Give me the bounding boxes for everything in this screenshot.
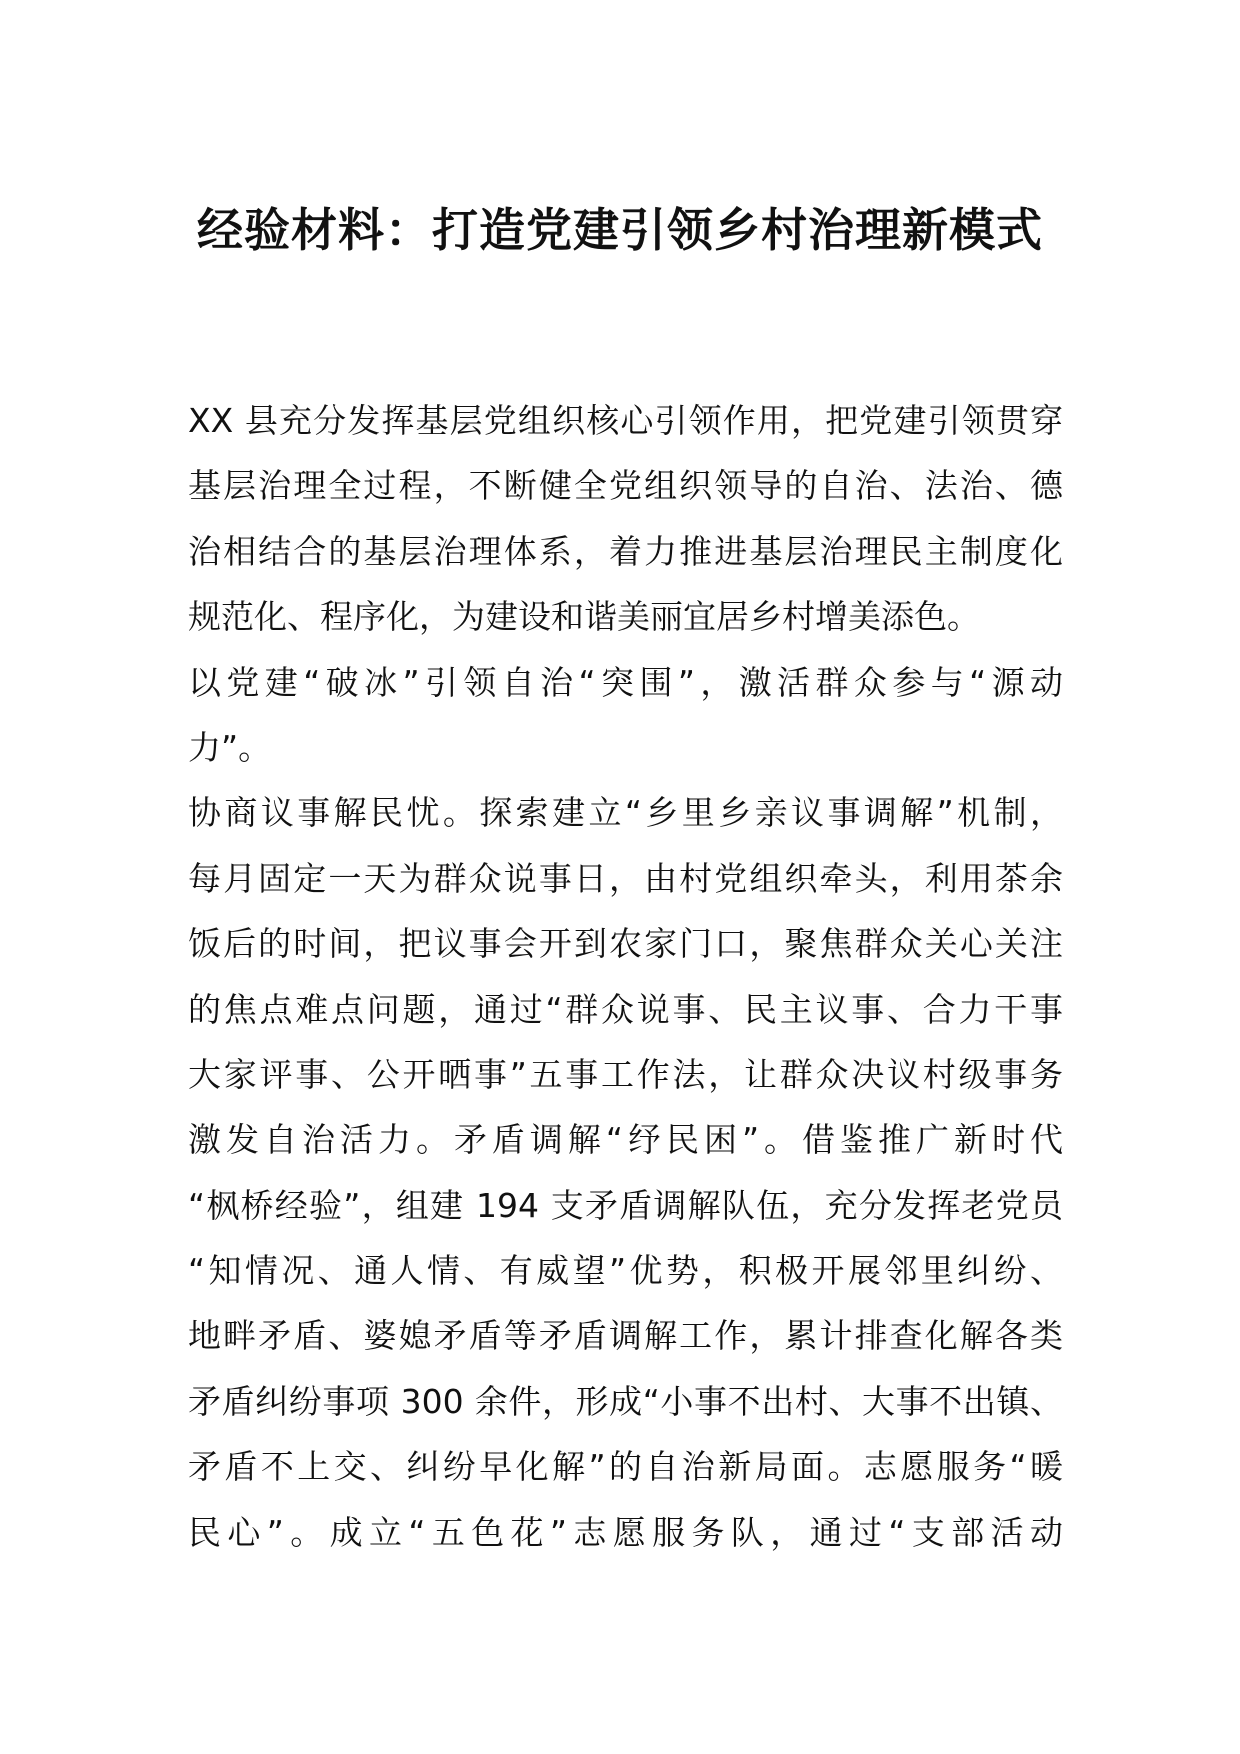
text-line: 以党建“破冰”引领自治“突围”，激活群众参与“源动 [188, 662, 1063, 702]
text-line: 规范化、程序化，为建设和谐美丽宜居乡村增美添色。 [188, 597, 980, 637]
text-line: 基层治理全过程，不断健全党组织领导的自治、法治、德 [188, 466, 1063, 506]
paragraph-intro [188, 388, 1063, 650]
text-line: 矛盾纠纷事项 300 余件，形成“小事不出村、大事不出镇、 [188, 1381, 1063, 1421]
text-line: 激发自治活力。矛盾调解“纾民困”。借鉴推广新时代 [188, 1120, 1063, 1160]
text-line: XX 县充分发挥基层党组织核心引领作用，把党建引领贯穿 [188, 401, 1063, 440]
document-body [188, 388, 1063, 1565]
text-line: “枫桥经验”，组建 194 支矛盾调解队伍，充分发挥老党员 [188, 1185, 1063, 1225]
section-heading [188, 650, 1063, 781]
text-line: 地畔矛盾、婆媳矛盾等矛盾调解工作，累计排查化解各类 [188, 1316, 1063, 1356]
text-line: 的焦点难点问题，通过“群众说事、民主议事、合力干事 [188, 989, 1063, 1029]
document-title: 经验材料：打造党建引领乡村治理新模式 [197, 203, 1043, 257]
text-line: “知情况、通人情、有威望”优势，积极开展邻里纠纷、 [188, 1251, 1063, 1291]
text-line: 饭后的时间，把议事会开到农家门口，聚焦群众关心关注 [188, 924, 1063, 964]
text-line: 治相结合的基层治理体系，着力推进基层治理民主制度化 [188, 531, 1063, 571]
text-line: 力”。 [188, 727, 272, 767]
paragraph-main [188, 780, 1063, 1565]
text-line: 民心”。成立“五色花”志愿服务队，通过“支部活动 [188, 1512, 1063, 1552]
text-line: 协商议事解民忧。探索建立“乡里乡亲议事调解”机制， [188, 793, 1063, 833]
text-line: 矛盾不上交、纠纷早化解”的自治新局面。志愿服务“暖 [188, 1447, 1063, 1487]
text-line: 每月固定一天为群众说事日，由村党组织牵头，利用茶余 [188, 858, 1063, 898]
text-line: 大家评事、公开晒事”五事工作法，让群众决议村级事务 [188, 1054, 1063, 1094]
